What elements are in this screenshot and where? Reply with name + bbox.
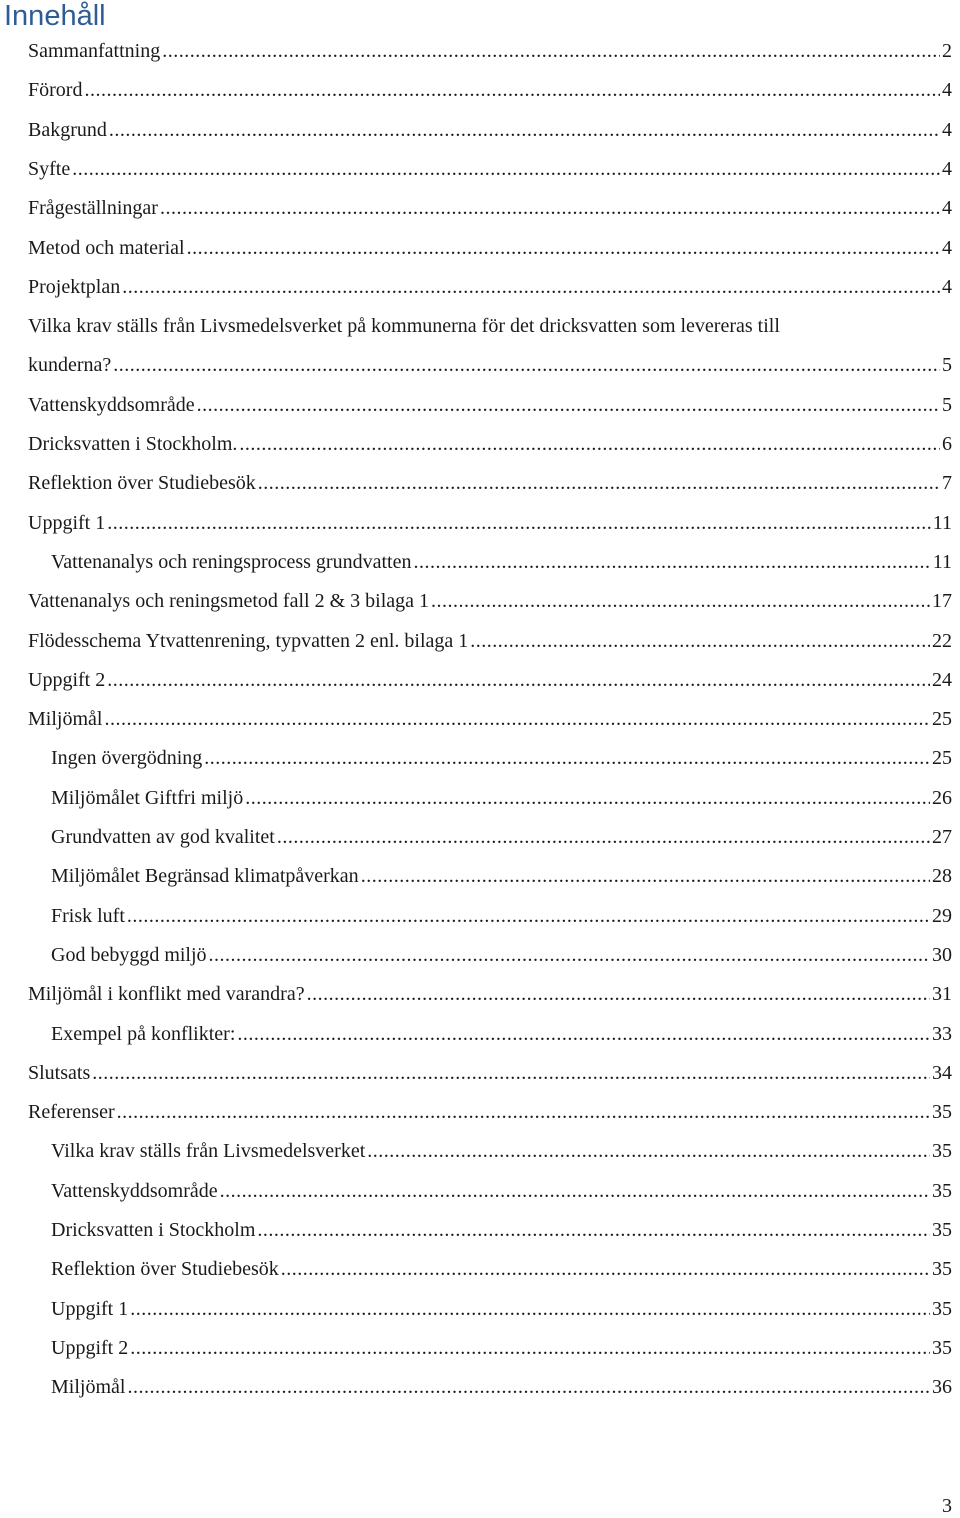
toc-entry[interactable] xyxy=(51,745,952,771)
toc-entry-page: 25 xyxy=(932,747,952,770)
toc-entry-page: 35 xyxy=(932,1258,952,1281)
toc-entry-title: Referenser xyxy=(28,1101,115,1124)
toc-entry[interactable] xyxy=(28,1060,952,1086)
toc-entry[interactable] xyxy=(28,315,952,378)
toc-entry[interactable] xyxy=(51,1217,952,1243)
toc-dot-leader xyxy=(72,156,940,182)
toc-entry[interactable] xyxy=(28,588,952,614)
toc-entry[interactable] xyxy=(51,1256,952,1282)
toc-entry[interactable] xyxy=(28,235,952,261)
toc-entry-title: Uppgift 2 xyxy=(51,1336,129,1359)
toc-entry-title: Uppgift 1 xyxy=(28,511,106,534)
toc-entry-title: Grundvatten av god kvalitet xyxy=(51,826,275,848)
toc-entry[interactable] xyxy=(51,824,952,850)
toc-entry-title: Flödesschema Ytvattenrening, typvatten 2 enl. bilaga 1 xyxy=(28,629,469,652)
toc-entry-page: 6 xyxy=(942,433,952,455)
toc-entry-title: Projektplan xyxy=(28,275,121,298)
toc-entry-page: 29 xyxy=(932,904,952,927)
toc-entry[interactable] xyxy=(28,510,952,536)
toc-entry-title: Miljömål xyxy=(28,708,103,731)
toc-dot-leader xyxy=(187,235,940,261)
toc-entry-page: 35 xyxy=(932,1140,952,1163)
toc-dot-leader xyxy=(237,1021,930,1047)
toc-entry-title: Miljömålet Begränsad klimatpåverkan xyxy=(51,865,359,888)
toc-entry-page: 31 xyxy=(932,983,952,1006)
toc-entry-page: 4 xyxy=(942,79,952,102)
toc-entry-page: 11 xyxy=(932,550,952,573)
toc-entry-page: 35 xyxy=(932,1101,952,1124)
toc-entry-title: Vattenskyddsområde xyxy=(28,393,195,416)
toc-entry-title: Vattenanalys och reningsmetod fall 2 & 3 bilaga 1 xyxy=(28,590,430,613)
toc-dot-leader xyxy=(122,274,940,300)
toc-entry[interactable] xyxy=(28,77,952,103)
toc-entry-page: 24 xyxy=(932,668,952,691)
toc-entry-page: 2 xyxy=(942,40,952,62)
toc-entry[interactable] xyxy=(28,274,952,300)
toc-entry-title: Miljömål i konflikt med varandra? xyxy=(28,983,305,1006)
toc-heading: Innehåll xyxy=(4,0,106,32)
toc-dot-leader xyxy=(127,1374,930,1400)
toc-entry-title: Exempel på konflikter: xyxy=(51,1022,236,1045)
toc-entry-title: Metod och material xyxy=(28,236,185,259)
toc-entry-page: 35 xyxy=(932,1336,952,1359)
toc-entry-title-line1: Vilka krav ställs från Livsmedelsverket på kommunerna för det dricksvatten som levereras till xyxy=(28,315,780,338)
toc-entry-page: 4 xyxy=(942,275,952,298)
toc-dot-leader xyxy=(245,785,930,811)
toc-dot-leader xyxy=(160,195,940,221)
toc-dot-leader xyxy=(413,549,930,575)
toc-dot-leader xyxy=(107,510,931,536)
toc-entry[interactable] xyxy=(51,1335,952,1361)
toc-entry[interactable] xyxy=(51,1374,952,1400)
toc-entry-page: 4 xyxy=(942,157,952,180)
toc-entry[interactable] xyxy=(51,549,952,575)
toc-dot-leader xyxy=(367,1138,930,1164)
toc-entry-title: Frisk luft xyxy=(51,904,125,927)
toc-entry-title: Slutsats xyxy=(28,1061,91,1084)
toc-entry[interactable] xyxy=(51,1296,952,1322)
toc-dot-leader xyxy=(470,628,930,654)
toc-dot-leader xyxy=(92,1060,930,1086)
toc-dot-leader xyxy=(197,392,940,418)
toc-entry-page: 7 xyxy=(942,472,952,495)
page-number: 3 xyxy=(942,1495,952,1517)
toc-dot-leader xyxy=(113,352,940,378)
toc-entry[interactable] xyxy=(28,706,952,732)
toc-entry-page: 36 xyxy=(932,1376,952,1399)
toc-dot-leader xyxy=(220,1178,930,1204)
toc-entry-page: 30 xyxy=(932,943,952,966)
toc-entry[interactable] xyxy=(28,667,952,693)
toc-dot-leader xyxy=(84,77,940,103)
toc-dot-leader xyxy=(117,1099,930,1125)
toc-entry-page: 35 xyxy=(932,1297,952,1320)
toc-dot-leader xyxy=(307,981,930,1007)
toc-entry-title: Vattenanalys och reningsprocess grundvatten xyxy=(51,550,412,573)
toc-entry-page: 22 xyxy=(932,629,952,652)
toc-entry-title: Dricksvatten i Stockholm xyxy=(51,1219,256,1241)
toc-entry[interactable] xyxy=(28,38,952,64)
toc-entry-page: 25 xyxy=(932,708,952,731)
toc-entry-title: Vilka krav ställs från Livsmedelsverket xyxy=(51,1140,366,1163)
toc-entry-title: Bakgrund xyxy=(28,118,107,141)
toc-entry-title: Förord xyxy=(28,79,83,102)
toc-dot-leader xyxy=(258,470,940,496)
toc-entry-page: 4 xyxy=(942,118,952,141)
toc-entry[interactable] xyxy=(51,785,952,811)
toc-dot-leader xyxy=(239,431,940,457)
toc-entry[interactable] xyxy=(28,156,952,182)
toc-entry-title: Vattenskyddsområde xyxy=(51,1179,218,1202)
toc-entry-page: 11 xyxy=(932,511,952,534)
toc-entry[interactable] xyxy=(28,981,952,1007)
toc-entry-title: Sammanfattning xyxy=(28,40,161,62)
toc-entry[interactable] xyxy=(28,117,952,143)
toc-entry[interactable] xyxy=(51,1178,952,1204)
toc-entry-title: Syfte xyxy=(28,157,71,180)
toc-entry[interactable] xyxy=(51,1138,952,1164)
toc-entry-page: 17 xyxy=(932,590,952,613)
toc-dot-leader xyxy=(109,117,940,143)
toc-entry-title: Uppgift 2 xyxy=(28,668,106,691)
toc-dot-leader xyxy=(162,38,940,64)
toc-entry[interactable] xyxy=(51,942,952,968)
toc-dot-leader xyxy=(130,1335,930,1361)
toc-entry-title: Uppgift 1 xyxy=(51,1297,129,1320)
toc-entry-title: Dricksvatten i Stockholm. xyxy=(28,433,238,455)
toc-dot-leader xyxy=(107,667,930,693)
toc-entry-page: 35 xyxy=(932,1219,952,1241)
toc-entry[interactable] xyxy=(28,1099,952,1125)
toc-entry-title: kunderna? xyxy=(28,354,112,377)
toc-dot-leader xyxy=(127,903,930,929)
toc-dot-leader xyxy=(361,863,930,889)
toc-dot-leader xyxy=(104,706,930,732)
toc-entry[interactable] xyxy=(28,195,952,221)
toc-entry-page: 4 xyxy=(942,197,952,220)
toc-entry-page: 33 xyxy=(932,1022,952,1045)
toc-entry-title: God bebyggd miljö xyxy=(51,943,207,966)
toc-entry-page: 4 xyxy=(942,236,952,259)
toc-dot-leader xyxy=(281,1256,930,1282)
toc-entry-title: Ingen övergödning xyxy=(51,747,203,770)
toc-entry[interactable] xyxy=(51,863,952,889)
toc-entry-title: Miljömål xyxy=(51,1376,126,1399)
toc-dot-leader xyxy=(257,1217,930,1243)
toc-entry-title: Miljömålet Giftfri miljö xyxy=(51,786,244,809)
toc-entry-page: 28 xyxy=(932,865,952,888)
toc-entry[interactable] xyxy=(51,1021,952,1047)
toc-entry-page: 5 xyxy=(942,354,952,377)
toc-entry-page: 35 xyxy=(932,1179,952,1202)
toc-entry-title: Reflektion över Studiebesök xyxy=(28,472,256,495)
toc-entry[interactable] xyxy=(51,903,952,929)
toc-dot-leader xyxy=(204,745,930,771)
toc-entry[interactable] xyxy=(28,470,952,496)
toc-entry[interactable] xyxy=(28,628,952,654)
toc-entry[interactable] xyxy=(28,431,952,457)
toc-entry-page: 5 xyxy=(942,393,952,416)
toc-dot-leader xyxy=(209,942,930,968)
toc-entry-page: 26 xyxy=(932,786,952,809)
toc-entry-page: 34 xyxy=(932,1061,952,1084)
toc-entry[interactable] xyxy=(28,392,952,418)
toc-dot-leader xyxy=(277,824,930,850)
toc-entry-title: Reflektion över Studiebesök xyxy=(51,1258,279,1281)
toc-entry-title: Frågeställningar xyxy=(28,197,158,220)
toc-dot-leader xyxy=(431,588,930,614)
toc-dot-leader xyxy=(130,1296,930,1322)
toc-entry-page: 27 xyxy=(932,826,952,848)
